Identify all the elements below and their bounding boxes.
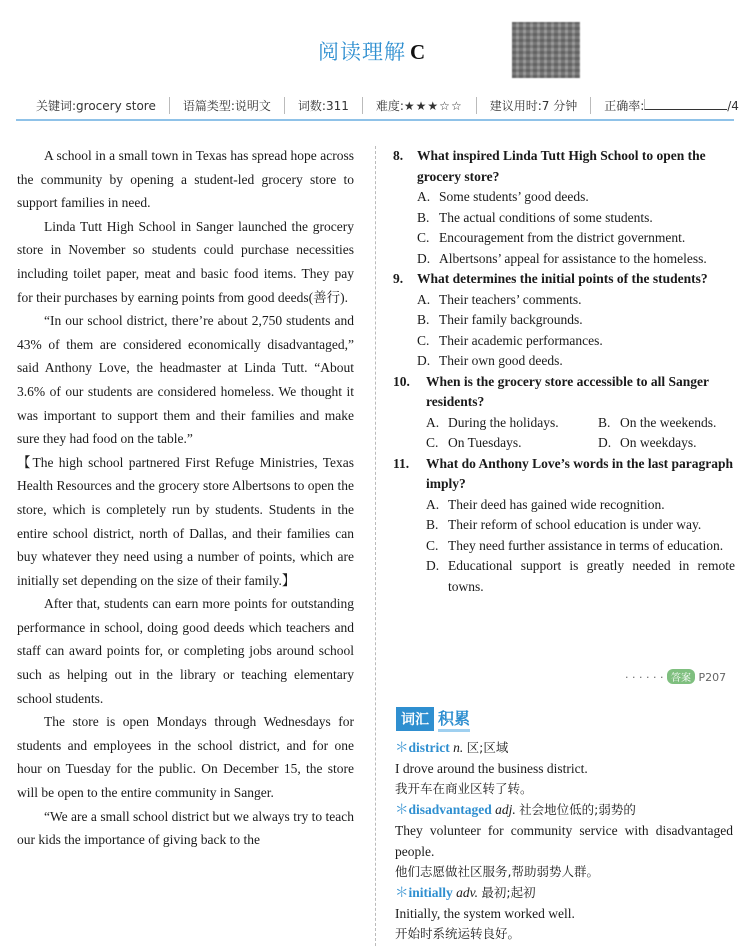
meta-time: 建议用时:7 分钟 xyxy=(476,97,591,114)
star-icon: ＊ xyxy=(395,740,409,755)
vocab-meaning: 区;区域 xyxy=(466,740,509,755)
question-9 xyxy=(393,269,735,372)
option-c[interactable] xyxy=(393,228,735,249)
answer-badge: 答案 xyxy=(667,669,695,684)
option-letter: D. xyxy=(417,250,431,266)
passage-paragraph: A school in a small town in Texas has spread hope across the community by opening a student-led grocery store to support families in need. xyxy=(17,148,354,211)
passage-paragraph: “In our school district, there’re about 2,750 students and 43% of them are considered economically disadvantaged,” said Anthony Love, the headmaster at Linda Tutt. “About 3.6% of our students are considered homeless. We thought it was important to support them and their families and make sure they had food on the table.” xyxy=(17,313,354,447)
star-icon: ＊ xyxy=(395,884,409,900)
vocab-example-en: I drove around the business district. xyxy=(395,760,588,776)
option-letter: D. xyxy=(426,558,440,573)
option-b[interactable] xyxy=(598,413,716,434)
option-letter: B. xyxy=(417,312,430,327)
answer-reference[interactable] xyxy=(625,669,726,684)
option-letter: D. xyxy=(598,435,612,450)
option-letter: D. xyxy=(417,353,431,368)
question-stem: When is the grocery store accessible to all Sanger residents? xyxy=(426,373,709,409)
vocab-example-zh: 我开车在商业区转了转。 xyxy=(395,781,533,797)
option-text: They need further assistance in terms of education. xyxy=(448,537,724,553)
passage-paragraph: 【The high school partnered First Refuge Ministries, Texas Health Resources and the grocery store Albertsons to open the store, which is completely run by students. Students in the entire school district, north of Dallas, and their families can buy whatever they need using a number of points, which are initially set depending on the size of their family.】 xyxy=(17,454,354,588)
question-11 xyxy=(393,454,735,598)
option-letter: A. xyxy=(417,291,431,307)
vocab-pos: adv. xyxy=(456,884,479,900)
vocab-heading-text: 积累 xyxy=(438,706,470,732)
vocab-word: disadvantaged xyxy=(408,802,492,818)
option-letter: C. xyxy=(426,537,439,553)
option-c[interactable] xyxy=(426,433,598,454)
question-10 xyxy=(393,372,735,454)
passage-paragraph: “We are a small school district but we always try to teach our kids the importance of giving back to the xyxy=(17,808,354,848)
accuracy-blank[interactable] xyxy=(644,99,727,110)
option-a[interactable] xyxy=(393,187,735,208)
vocab-entry xyxy=(395,738,733,800)
option-letter: B. xyxy=(598,414,611,430)
option-text: Their academic performances. xyxy=(439,332,603,348)
star-icon: ＊ xyxy=(395,802,409,818)
page-title xyxy=(318,36,426,66)
question-number: 11. xyxy=(393,455,410,471)
vocab-word: initially xyxy=(408,884,453,900)
column-divider xyxy=(375,146,376,946)
option-letter: B. xyxy=(426,517,439,532)
qr-code-image xyxy=(512,22,580,78)
option-letter: A. xyxy=(417,189,431,204)
option-text: The actual conditions of some students. xyxy=(439,209,653,225)
option-b[interactable] xyxy=(393,208,735,229)
option-letter: C. xyxy=(426,435,439,450)
meta-bar xyxy=(16,91,739,121)
option-text: On the weekends. xyxy=(620,414,717,430)
option-text: Albertsons’ appeal for assistance to the homeless. xyxy=(439,250,707,266)
vocab-example-zh: 开始时系统运转良好。 xyxy=(395,926,521,942)
option-letter: B. xyxy=(417,209,430,225)
vocab-entry xyxy=(395,800,733,883)
title-letter: C xyxy=(410,40,427,64)
accuracy-total: /4 xyxy=(727,98,739,113)
difficulty-label: 难度: xyxy=(375,98,404,113)
option-text: Their family backgrounds. xyxy=(439,312,583,327)
vocab-word: district xyxy=(408,740,450,755)
questions xyxy=(393,146,735,597)
option-d[interactable] xyxy=(393,351,735,372)
passage-paragraph: The store is open Mondays through Wednesdays for students and employees in the school district, and for one hour on Tuesday for the public. On December 15, the store will be open to the entire community in Sanger. xyxy=(17,714,354,801)
vocab-meaning: 社会地位低的;弱势的 xyxy=(519,802,636,818)
option-text: Their reform of school education is under way. xyxy=(448,517,702,532)
option-letter: C. xyxy=(417,230,430,245)
option-text: Their own good deeds. xyxy=(439,353,563,368)
question-stem: What inspired Linda Tutt High School to open the grocery store? xyxy=(417,148,706,184)
option-text: On weekdays. xyxy=(620,435,697,450)
option-row xyxy=(393,433,735,454)
passage xyxy=(17,144,354,852)
title-text: 阅读理解 xyxy=(318,40,406,64)
question-8 xyxy=(393,146,735,269)
answer-page: P207 xyxy=(698,671,727,684)
option-a[interactable] xyxy=(393,290,735,311)
vocab-example-zh: 他们志愿做社区服务,帮助弱势人群。 xyxy=(395,864,599,880)
option-text: Encouragement from the district government. xyxy=(439,230,686,245)
option-b[interactable] xyxy=(393,515,735,536)
meta-keyword: 关键词:grocery store xyxy=(36,98,156,113)
meta-genre: 语篇类型:说明文 xyxy=(169,97,284,114)
option-row xyxy=(393,413,735,434)
option-b[interactable] xyxy=(393,310,735,331)
option-letter: A. xyxy=(426,414,440,430)
option-d[interactable] xyxy=(393,249,735,270)
difficulty-stars: ★★★☆☆ xyxy=(403,98,463,113)
vocab-heading-box: 词汇 xyxy=(396,707,434,731)
option-d[interactable] xyxy=(393,556,735,597)
option-letter: A. xyxy=(426,496,440,512)
meta-accuracy xyxy=(590,97,750,114)
option-text: Their teachers’ comments. xyxy=(439,291,582,307)
option-c[interactable] xyxy=(393,536,735,557)
vocab-entry xyxy=(395,883,733,945)
option-text: Their deed has gained wide recognition. xyxy=(448,496,665,512)
option-c[interactable] xyxy=(393,331,735,352)
vocab-example-en: Initially, the system worked well. xyxy=(395,905,575,921)
option-text: Educational support is greatly needed in remote towns. xyxy=(448,558,735,594)
accuracy-label: 正确率: xyxy=(604,98,645,113)
option-a[interactable] xyxy=(426,413,598,434)
question-number: 10. xyxy=(393,373,410,389)
question-number: 8. xyxy=(393,148,404,163)
meta-word-count: 词数:311 xyxy=(284,97,362,114)
question-stem: What determines the initial points of the students? xyxy=(417,271,708,286)
question-stem: What do Anthony Love’s words in the last paragraph imply? xyxy=(426,455,734,491)
passage-paragraph: Linda Tutt High School in Sanger launched the grocery store in November so students could purchase necessities including toilet paper, meat and basic food items. They pay for their purchases by earning points from good deeds(善行). xyxy=(17,218,354,305)
vocab-pos: adj. xyxy=(495,802,516,818)
vocab-example-en: They volunteer for community service with disadvantaged people. xyxy=(395,822,733,859)
option-d[interactable] xyxy=(598,433,696,454)
option-letter: C. xyxy=(417,332,430,348)
passage-paragraph: After that, students can earn more points for outstanding performance in school, doing good deeds which teachers and staff can award points for, or completing jobs around school such as helping out in the library or teaching elementary school students. xyxy=(17,596,354,706)
option-text: During the holidays. xyxy=(448,414,559,430)
vocab-meaning: 最初;起初 xyxy=(481,884,536,900)
option-a[interactable] xyxy=(393,495,735,516)
vocab-pos: n. xyxy=(453,740,464,755)
option-text: On Tuesdays. xyxy=(448,435,522,450)
option-text: Some students’ good deeds. xyxy=(439,189,589,204)
vocab-heading xyxy=(396,707,470,731)
meta-difficulty xyxy=(362,97,476,114)
vocab-list xyxy=(395,738,733,945)
answer-dots: · · · · · · xyxy=(625,671,664,684)
question-number: 9. xyxy=(393,271,404,286)
